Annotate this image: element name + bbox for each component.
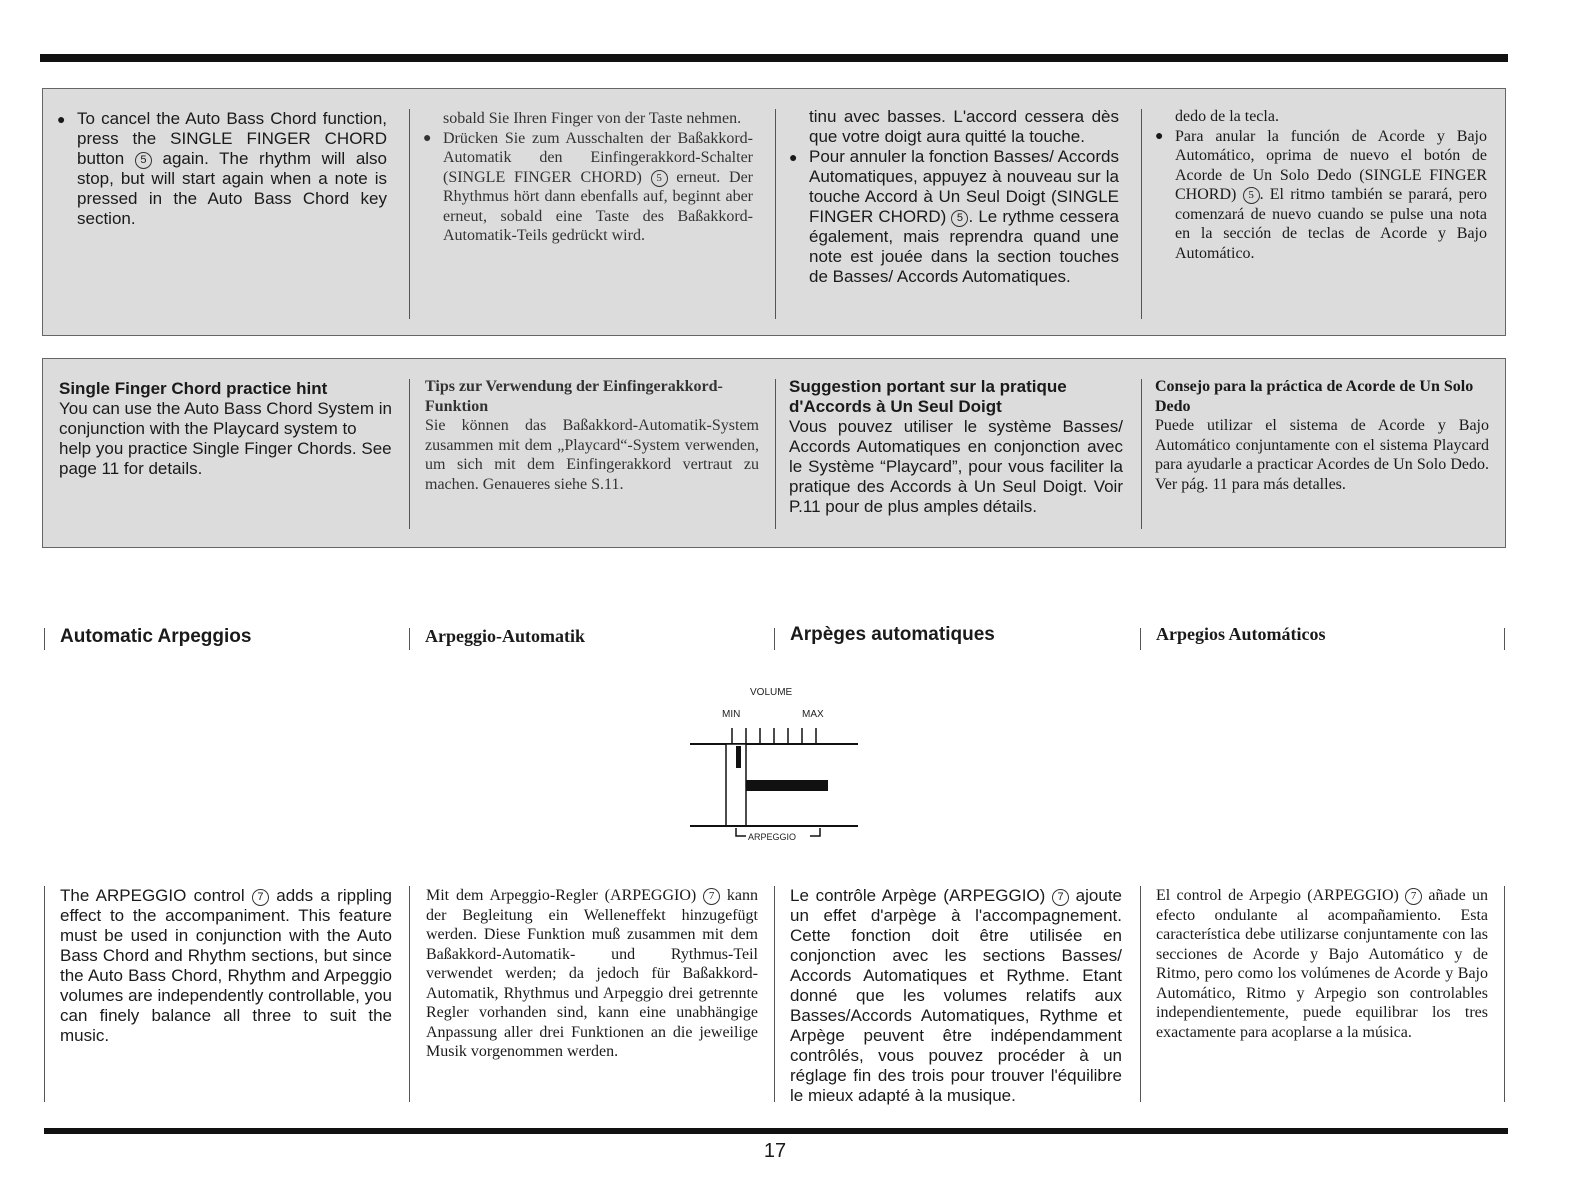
section-title-fr: Arpèges automatiques xyxy=(790,624,995,645)
bullet-icon: ● xyxy=(423,130,432,146)
column-divider xyxy=(775,379,776,529)
hint-body: Vous pouvez utiliser le système Basses/ Accords Automatiques en conjonction avec le Système “Playcard”, pour vous faciliter la pratique des Accords à Un Seul Doigt. Voir P.11 pour de plus amples détails. xyxy=(789,417,1123,516)
practice-hint-box xyxy=(42,358,1506,548)
section-title-en: Automatic Arpeggios xyxy=(60,626,252,647)
slider-pointer xyxy=(746,780,828,791)
arpeggio-text-fr: Le contrôle Arpège (ARPEGGIO) 7 ajoute un effet d'arpège à l'accompagnement. Cette fonction doit être utilisée en conjonction avec les sections Basses/ Accords Automatiques et Rythme. Etant donné que les volumes relatifs aux Basses/Accords Automatiques, Rythme et Arpège peuvent être indépendamment contrôlés, vous pouvez procéder à un réglage fin des trois pour trouver l'équilibre le mieux adapté à la musique. xyxy=(790,886,1122,1105)
hint-heading: Single Finger Chord practice hint xyxy=(59,379,328,398)
min-label: MIN xyxy=(722,709,741,720)
arpeggio-text-de: Mit dem Arpeggio-Regler (ARPEGGIO) 7 kann der Begleitung ein Welleneffekt hinzugefügt werden. Diese Funktion muß zusammen mit dem Baßakkord-Automatik- und Rythmus-Teil verwendet werden; da jedoch für Baßakkord-Automatik, Rhythmus und Arpeggio drei getrennte Regler vorhanden sind, kann eine unabhängige Anpassung aller drei Funktionen an die jeweilige Musik vorgenommen werden. xyxy=(426,887,758,1060)
list-item: ● Para anular la función de Acorde y Bajo Automático, oprima de nuevo el botón de Acorde de Un Solo Dedo (SINGLE FINGER CHORD) 5 . El ritmo también se parará, pero comenzará de nuevo cuando se pulse una nota en la sección de teclas de Acorde y Bajo Automático. xyxy=(1155,127,1488,262)
cancel-note-de: sobald Sie Ihren Finger von der Taste nehmen. ● Drücken Sie zum Ausschalten der Baßakkord-Automatik den Einfingerakkord-Schalter (SINGLE FINGER CHORD) 5 erneut. Der Rhythmus hört dann ebenfalls auf, beginnt aber erneut, sobald eine Taste des Baßakkord-Automatik-Teils gedrückt wird. xyxy=(423,110,754,244)
practice-hint-de xyxy=(425,377,759,494)
column-divider xyxy=(44,886,45,1102)
ref-number: 7 xyxy=(1405,888,1422,905)
column-divider xyxy=(1504,886,1505,1102)
bullet-icon: ● xyxy=(789,149,798,165)
arpeggio-label: ARPEGGIO xyxy=(748,832,797,842)
cancel-note-box xyxy=(42,88,1506,336)
hint-heading: Consejo para la práctica de Acorde de Un Solo Dedo xyxy=(1155,378,1474,415)
column-divider xyxy=(409,886,410,1102)
hint-body: Puede utilizar el sistema de Acorde y Bajo Automático conjuntamente con el sistema Playcard para ayudarle a practicar Acordes de Un Solo Dedo. Ver pág. 11 para más detalles. xyxy=(1155,417,1489,493)
bullet-icon: ● xyxy=(57,111,66,127)
hint-body: You can use the Auto Bass Chord System in conjunction with the Playcard system to help you practice Single Finger Chords. See page 11 for details. xyxy=(59,399,392,478)
title-marker xyxy=(1504,628,1505,650)
max-label: MAX xyxy=(802,709,824,720)
cancel-note-en xyxy=(57,109,387,229)
arpeggio-text-es: El control de Arpegio (ARPEGGIO) 7 añade un efecto ondulante al acompañamiento. Esta característica debe utilizarse conjuntamente con las secciones de Acorde y Bajo Automático y de Ritmo, pero como los volúmenes de Acorde y Bajo Automático, Ritmo y Arpegio son controlables independientemente, puede equilibrar los tres exactamente para acoplarse a la música. xyxy=(1156,887,1489,1041)
title-marker xyxy=(44,628,45,650)
column-divider xyxy=(774,886,775,1102)
arpeggio-text-en: The ARPEGGIO control 7 adds a rippling effect to the accompaniment. This feature must be used in conjunction with the Auto Bass Chord and Rhythm sections, but since the Auto Bass Chord, Rhythm and Arpeggio volumes are independently controllable, you can finely balance all three to suit the music. xyxy=(60,886,392,1045)
title-marker xyxy=(1140,628,1141,650)
practice-hint-en xyxy=(59,379,393,479)
title-marker xyxy=(409,628,410,650)
hint-body: Sie können das Baßakkord-Automatik-System zusammen mit dem „Playcard“-System verwenden, um sich mit dem Einfingerakkord vertraut zu machen. Genaueres siehe S.11. xyxy=(425,417,759,493)
title-marker xyxy=(774,628,775,650)
ref-number: 5 xyxy=(651,170,668,187)
ref-number: 5 xyxy=(135,152,152,169)
cancel-note-fr: tinu avec basses. L'accord cessera dès que votre doigt aura quitté la touche. ● Pour annuler la fonction Basses/ Accords Automatiques, appuyez à nouveau sur la touche Accord à Un Seul Doigt (SINGLE FINGER CHORD) 5 . Le rythme cessera également, mais reprendra quand une note est jouée dans la section touches de Basses/ Accords Automatiques. xyxy=(789,107,1119,286)
volume-label: VOLUME xyxy=(750,687,793,698)
column-divider xyxy=(409,109,410,319)
arpeggio-volume-diagram xyxy=(680,680,870,850)
section-title-de: Arpeggio-Automatik xyxy=(425,626,585,646)
list-item: ● Drücken Sie zum Ausschalten der Baßakkord-Automatik den Einfingerakkord-Schalter (SINGLE FINGER CHORD) 5 erneut. Der Rhythmus hört dann ebenfalls auf, beginnt aber erneut, sobald eine Taste des Baßakkord-Automatik-Teils gedrückt wird. xyxy=(423,129,754,244)
column-divider xyxy=(1141,379,1142,529)
ref-number: 5 xyxy=(1243,187,1260,204)
hint-heading: Suggestion portant sur la pratique d'Accords à Un Seul Doigt xyxy=(789,377,1067,416)
list-item: ● To cancel the Auto Bass Chord function, press the SINGLE FINGER CHORD button 5 again. The rhythm will also stop, but will start again when a note is pressed in the Auto Bass Chord key section. xyxy=(57,109,387,228)
ref-number: 7 xyxy=(703,888,720,905)
column-divider xyxy=(409,379,410,529)
practice-hint-es xyxy=(1155,377,1489,494)
section-title-es: Arpegios Automáticos xyxy=(1156,624,1326,644)
slider-knob xyxy=(736,746,741,768)
ref-number: 7 xyxy=(1052,889,1069,906)
hint-heading: Tips zur Verwendung der Einfingerakkord-Funktion xyxy=(425,378,723,415)
column-divider xyxy=(1140,886,1141,1102)
bottom-rule xyxy=(44,1128,1508,1134)
list-item: ● Pour annuler la fonction Basses/ Accords Automatiques, appuyez à nouveau sur la touche Accord à Un Seul Doigt (SINGLE FINGER CHORD) 5 . Le rythme cessera également, mais reprendra quand une note est jouée dans la section touches de Basses/ Accords Automatiques. xyxy=(789,147,1119,286)
top-rule xyxy=(40,54,1508,62)
ref-number: 5 xyxy=(951,210,968,227)
column-divider xyxy=(1141,109,1142,319)
bullet-icon: ● xyxy=(1155,128,1164,144)
column-divider xyxy=(775,109,776,319)
cancel-note-es: dedo de la tecla. ● Para anular la función de Acorde y Bajo Automático, oprima de nuevo el botón de Acorde de Un Solo Dedo (SINGLE FINGER CHORD) 5 . El ritmo también se parará, pero comenzará de nuevo cuando se pulse una nota en la sección de teclas de Acorde y Bajo Automático. xyxy=(1155,108,1488,262)
page-number: 17 xyxy=(763,1140,787,1162)
ref-number: 7 xyxy=(252,889,269,906)
practice-hint-fr xyxy=(789,377,1123,517)
